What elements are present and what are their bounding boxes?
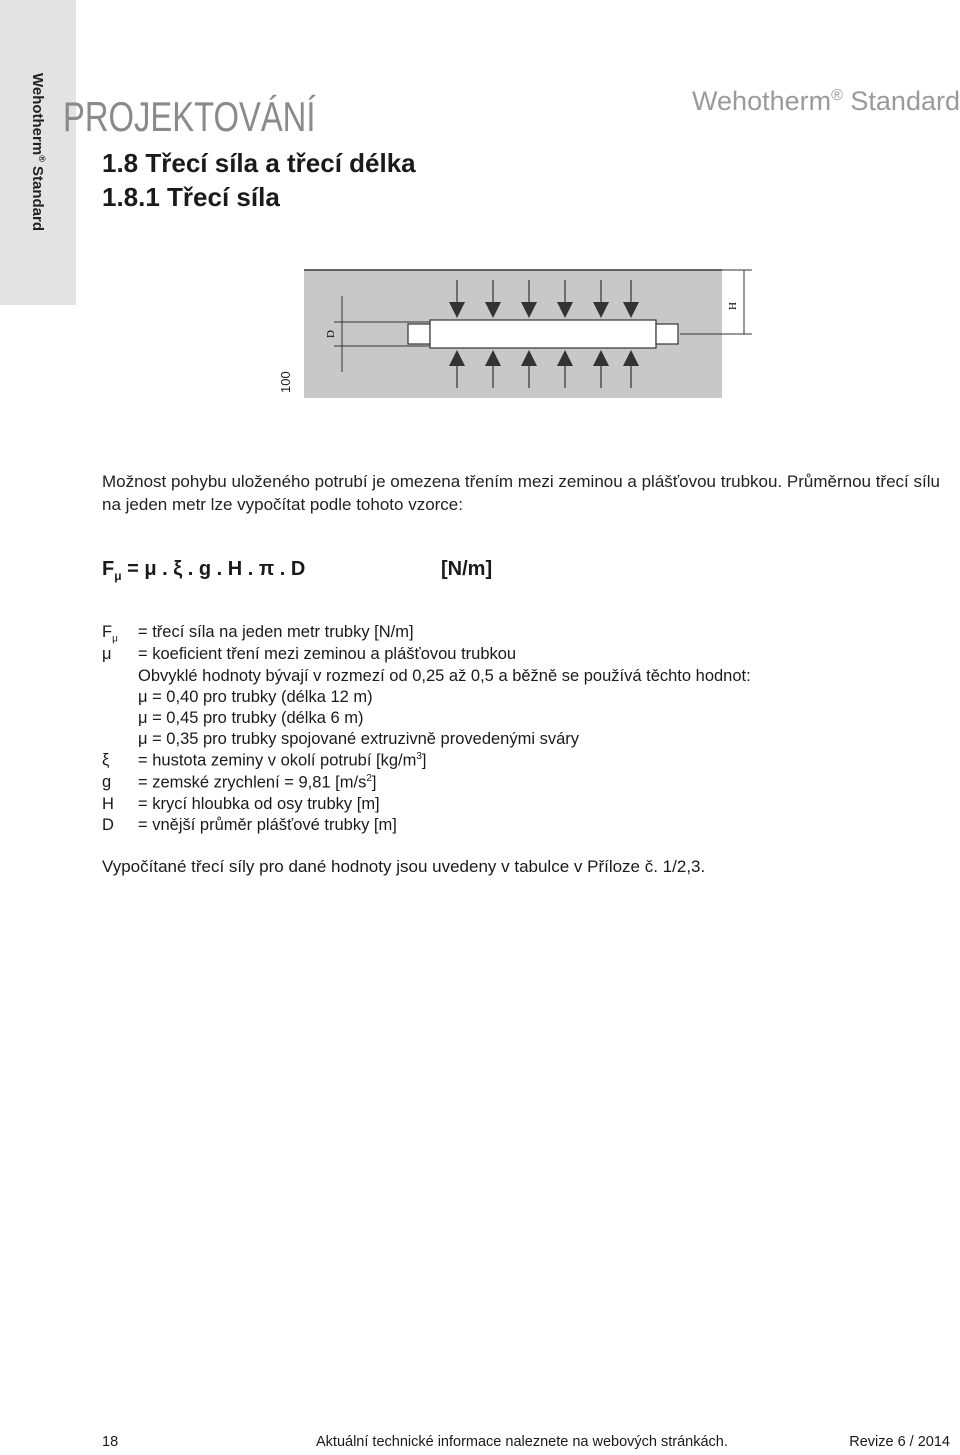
d-label: D — [325, 330, 337, 338]
definition-text: μ = 0,45 pro trubky (délka 6 m) — [138, 709, 364, 727]
section-title: PROJEKTOVÁNÍ — [63, 93, 316, 140]
brand-header — [692, 86, 960, 117]
definition-symbol: D — [102, 816, 114, 834]
definition-text: Obvyklé hodnoty bývají v rozmezí od 0,25 až 0,5 a běžně se používá těchto hodnot: — [138, 667, 751, 685]
formula-f: F — [102, 558, 115, 580]
definition-text: = koeficient tření mezi zeminou a plášťovou trubkou — [138, 645, 517, 663]
intro-paragraph: Možnost pohybu uloženého potrubí je omezena třením mezi zeminou a plášťovou trubkou. Průměrnou třecí sílu na jeden metr lze vypočítat podle tohoto vzorce: — [102, 472, 940, 514]
definition-symbol: H — [102, 795, 114, 813]
brand-name: Wehotherm — [692, 86, 832, 116]
definition-text: = zemské zrychlení = 9,81 $[m/s^2]$ — [138, 773, 377, 792]
diagram-scale-label: 100 — [278, 371, 293, 393]
pipe-end-right — [656, 324, 678, 344]
side-tab-brand: Wehotherm — [29, 72, 46, 156]
pipe-body — [430, 320, 656, 348]
definition-text: = třecí síla na jeden metr trubky [N/m] — [138, 623, 414, 641]
brand-reg: ® — [831, 87, 843, 104]
friction-diagram — [270, 262, 760, 402]
side-tab — [0, 0, 76, 305]
formula-unit: [N/m] — [441, 558, 493, 580]
brand-suffix: Standard — [842, 86, 960, 116]
heading-1-8: 1.8 Třecí síla a třecí délka — [102, 148, 416, 178]
h-label: H — [727, 302, 739, 310]
revision-label: Revize 6 / 2014 — [849, 1434, 950, 1450]
side-tab-suffix: Standard — [29, 161, 46, 232]
formula-sub: μ — [114, 569, 122, 583]
definition-text: = hustota zeminy v okolí potrubí $[kg/m^3]$ — [138, 751, 427, 770]
definition-text: μ = 0,35 pro trubky spojované extruzivně provedenými sváry — [138, 730, 580, 748]
heading-1-8-1: 1.8.1 Třecí síla — [102, 182, 280, 212]
definition-text: = krycí hloubka od osy trubky [m] — [138, 795, 380, 813]
formula-rhs: = μ . ξ . g . H . π . D — [121, 558, 306, 580]
definition-symbol: g — [102, 773, 112, 791]
friction-formula — [102, 558, 305, 583]
footer-info: Aktuální technické informace naleznete na webových stránkách. — [316, 1434, 728, 1450]
side-tab-label — [29, 73, 47, 231]
definition-symbol: ξ — [102, 751, 110, 769]
definition-symbol: $F_\mu$ — [102, 623, 118, 645]
definition-text: = vnější průměr plášťové trubky [m] — [138, 816, 397, 834]
appendix-note: Vypočítané třecí síly pro dané hodnoty jsou uvedeny v tabulce v Příloze č. 1/2,3. — [102, 857, 706, 876]
pipe-end-left — [408, 324, 430, 344]
definition-symbol: μ — [102, 645, 112, 663]
page-number: 18 — [102, 1434, 119, 1450]
side-tab-reg: ® — [37, 155, 47, 162]
definition-text: μ = 0,40 pro trubky (délka 12 m) — [138, 688, 373, 706]
